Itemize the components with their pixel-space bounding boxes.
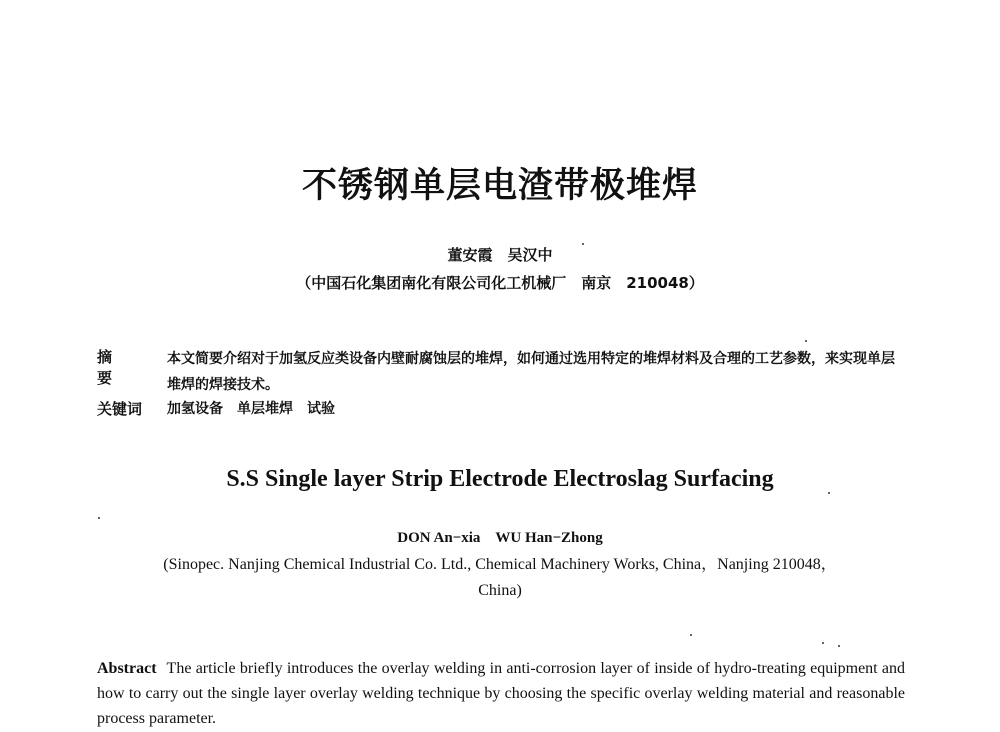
chinese-affiliation: （中国石化集团南化有限公司化工机械厂 南京 210048） xyxy=(296,274,704,292)
scan-speck xyxy=(690,634,692,636)
chinese-abstract-label: 摘 要 xyxy=(97,348,156,387)
chinese-keywords-label: 关键词 xyxy=(97,400,143,418)
scan-speck xyxy=(828,492,830,494)
english-abstract-text: The article briefly introduces the overlay welding in anti-corrosion layer of inside of hydro-treating equipment and how to carry out the single layer overlay welding technique by choosing the specific overlay welding material and reasonable process parameter. xyxy=(97,660,905,727)
english-authors: DON An−xia WU Han−Zhong xyxy=(397,530,603,546)
english-affiliation: (Sinopec. Nanjing Chemical Industrial Co. Ltd., Chemical Machinery Works, China，Nanjing 210048，China) xyxy=(163,556,837,599)
english-title: S.S Single layer Strip Electrode Electroslag Surfacing xyxy=(226,466,774,492)
english-abstract-label: Abstract xyxy=(97,660,157,677)
chinese-keywords-text: 加氢设备 单层堆焊 试验 xyxy=(167,401,335,417)
chinese-authors: 董安霞 吴汉中 xyxy=(447,246,553,264)
chinese-title: 不锈钢单层电渣带极堆焊 xyxy=(301,165,698,206)
scan-speck xyxy=(582,243,584,245)
scan-speck xyxy=(822,642,824,644)
scan-speck xyxy=(838,645,840,647)
english-abstract xyxy=(97,656,905,731)
chinese-abstract-text: 本文简要介绍对于加氢反应类设备内壁耐腐蚀层的堆焊，如何通过选用特定的堆焊材料及合理的工艺参数，来实现单层堆焊的焊接技术。 xyxy=(167,351,895,393)
scan-speck xyxy=(98,517,100,519)
scan-speck xyxy=(805,340,807,342)
